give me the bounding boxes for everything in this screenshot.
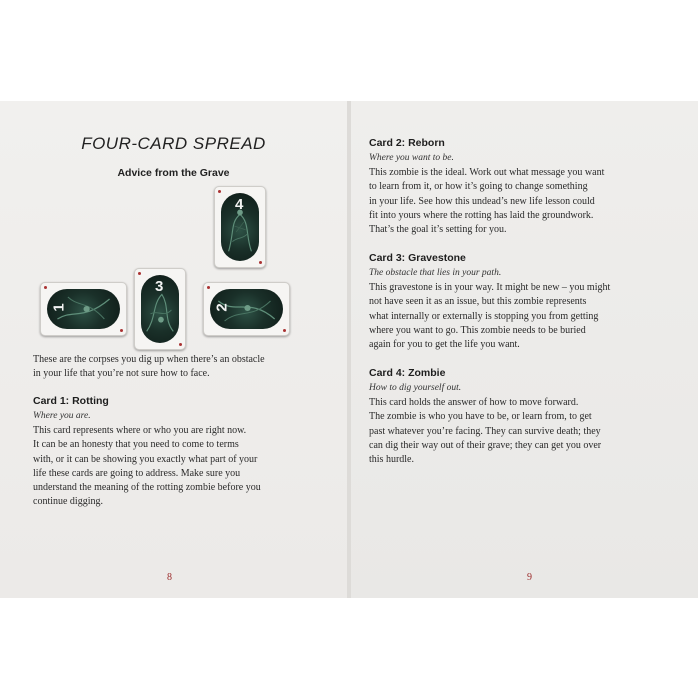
text-line: It can be an honesty that you need to come to terms	[33, 439, 239, 451]
card1-subheading: Where you are.	[33, 411, 91, 421]
card3-subheading: The obstacle that lies in your path.	[369, 268, 502, 278]
text-line: This zombie is the ideal. Work out what message you want	[369, 167, 605, 178]
text-line: with, or it can be showing you exactly what part of your	[33, 453, 258, 465]
text-line: These are the corpses you dig up when there’s an obstacle	[33, 354, 265, 365]
card1-heading: Card 1: Rotting	[33, 395, 109, 407]
card2-subheading: Where you want to be.	[369, 153, 454, 163]
corner-pip	[179, 343, 182, 346]
text-line: what internally or externally is stopping you from getting	[369, 310, 599, 322]
text-line: in your life. See how this undead’s new life lesson could	[369, 195, 595, 207]
card3-heading: Card 3: Gravestone	[369, 252, 466, 264]
left-page	[0, 101, 347, 598]
card-number: 2	[213, 303, 231, 312]
text-line: This gravestone is in your way. It might be new – you might	[369, 282, 611, 293]
card-number: 4	[235, 196, 244, 213]
card-2	[203, 282, 290, 336]
card-1	[40, 282, 127, 336]
text-line: This card represents where or who you are right now.	[33, 425, 247, 436]
card2-body	[369, 166, 664, 237]
card2-heading: Card 2: Reborn	[369, 137, 445, 149]
card-3-face	[134, 268, 186, 350]
text-line: fit into yours where the rotting has laid the groundwork.	[369, 209, 594, 221]
right-page	[351, 101, 698, 598]
corner-pip	[138, 272, 141, 275]
card4-body	[369, 396, 664, 467]
corner-pip	[120, 329, 123, 332]
card4-heading: Card 4: Zombie	[369, 367, 446, 379]
card3-body	[369, 281, 664, 352]
corner-pip	[259, 261, 262, 264]
text-line: This card holds the answer of how to move forward.	[369, 397, 579, 408]
spread-subtitle: Advice from the Grave	[117, 167, 230, 179]
text-line: understand the meaning of the rotting zombie before you	[33, 482, 261, 494]
card-number: 1	[50, 303, 68, 312]
card-number: 3	[155, 278, 164, 295]
corner-pip	[44, 286, 47, 289]
text-line: can dig their way out of their grave; they can get you over	[369, 439, 602, 451]
text-line: in your life that you’re not sure how to face.	[33, 368, 210, 380]
text-line: this hurdle.	[369, 454, 414, 466]
corner-pip	[218, 190, 221, 193]
text-line: That’s the goal it’s setting for you.	[369, 224, 507, 236]
page-number: 9	[527, 572, 532, 583]
text-line: The zombie is who you have to be, or learn from, to get	[369, 411, 592, 423]
corner-pip	[207, 286, 210, 289]
text-line: where you want to go. This zombie needs to be buried	[369, 324, 586, 336]
text-line: past whatever you’re facing. They can survive death; they	[369, 425, 601, 437]
intro-paragraph	[33, 353, 318, 382]
text-line: life these cards are going to address. Make sure you	[33, 467, 241, 479]
text-line: again for you to get the life you want.	[369, 339, 520, 351]
card-4	[214, 186, 266, 268]
card4-subheading: How to dig yourself out.	[369, 383, 462, 393]
page-number: 8	[167, 572, 172, 583]
text-line: continue digging.	[33, 496, 103, 508]
text-line: not have seen it as an issue, but this zombie represents	[369, 296, 587, 308]
card1-body	[33, 424, 318, 510]
text-line: to learn from it, or how it’s going to change something	[369, 181, 588, 193]
corner-pip	[283, 329, 286, 332]
page-title: FOUR-CARD SPREAD	[81, 134, 266, 153]
